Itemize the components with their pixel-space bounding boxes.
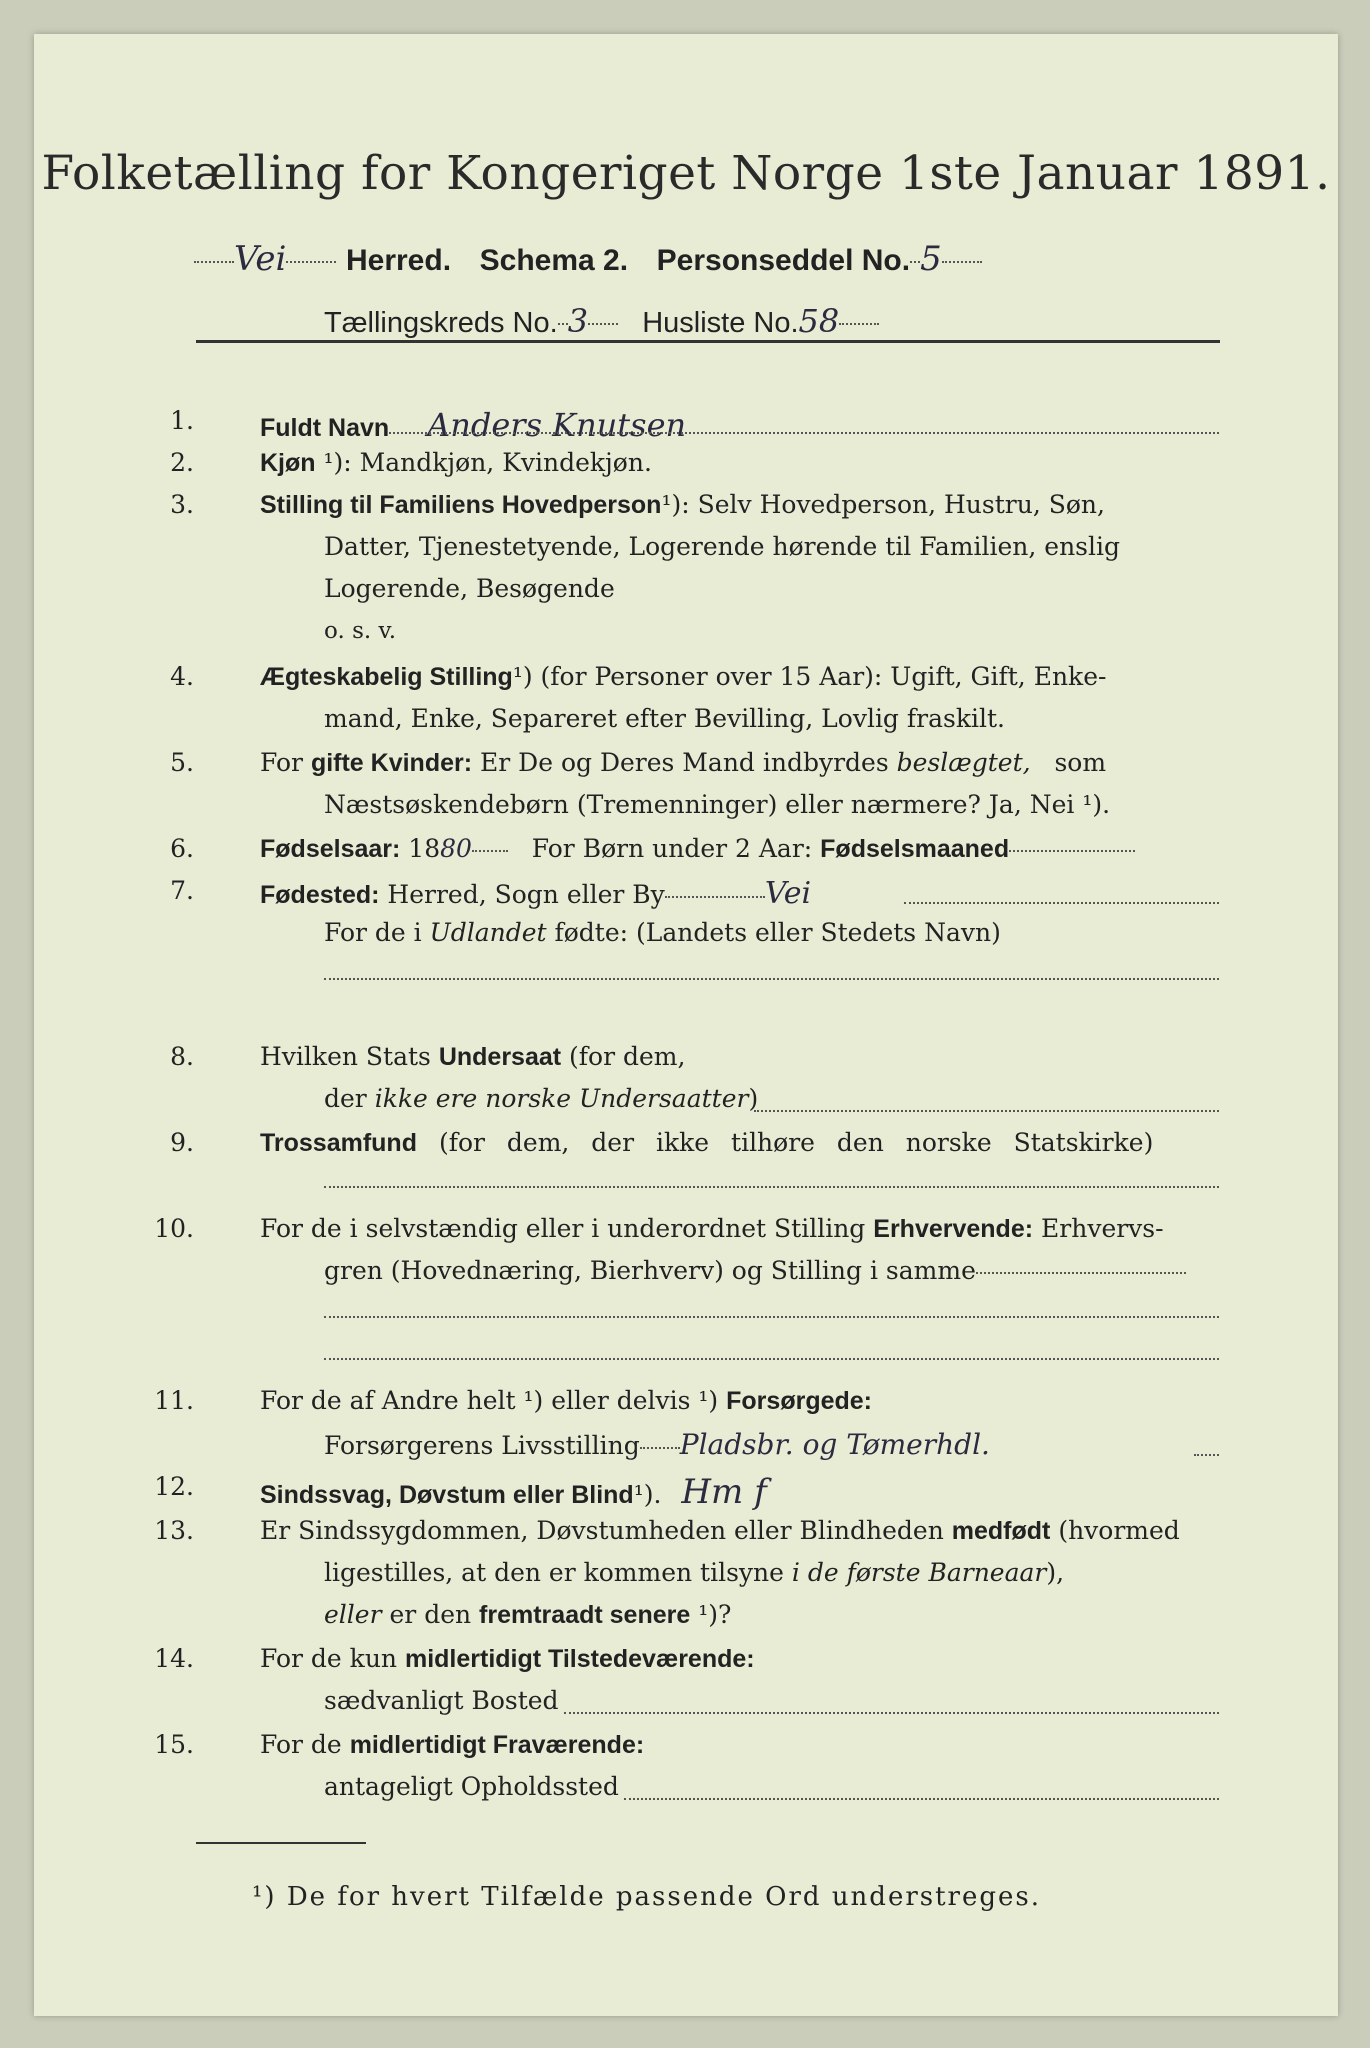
fill-line — [904, 902, 1219, 904]
fill-line — [324, 978, 1219, 980]
field-prefix: Hvilken Stats — [260, 1042, 431, 1071]
field-text-end: ¹)? — [698, 1600, 732, 1629]
field-italic: eller — [324, 1600, 382, 1629]
item-4-line1 — [260, 662, 1106, 692]
kreds-line — [324, 302, 879, 340]
header-rule — [196, 340, 1220, 343]
field-text: For Børn under 2 Aar: — [531, 834, 813, 863]
item-number: 1. — [170, 406, 194, 435]
field-label: Stilling til Familiens Hovedperson — [260, 491, 662, 519]
item-11-line1 — [260, 1386, 872, 1416]
herred-value: Vei — [234, 239, 287, 279]
disability-value: Hm f — [681, 1472, 767, 1512]
field-text: For de i — [324, 918, 422, 947]
field-text: Erhvervs- — [1041, 1214, 1164, 1243]
item-11-line2 — [324, 1428, 990, 1461]
fill-line — [754, 1110, 1219, 1112]
item-1-full-name — [260, 406, 686, 444]
field-label-2: fremtraadt senere — [479, 1601, 691, 1629]
field-text-end: (hvormed — [1058, 1516, 1180, 1545]
item-12-disability — [260, 1472, 767, 1512]
field-label: Ægteskabelig Stilling — [260, 663, 513, 691]
item-number: 13. — [154, 1516, 194, 1545]
item-14-line1 — [260, 1644, 755, 1674]
fill-line — [624, 1798, 1219, 1800]
item-3-line2: Datter, Tjenestetyende, Logerende hørende til Familien, enslig — [324, 532, 1121, 561]
footnote: ¹) De for hvert Tilfælde passende Ord understreges. — [252, 1882, 1042, 1912]
field-options: ¹): Selv Hovedperson, Hustru, Søn, — [661, 490, 1105, 519]
fill-line — [389, 432, 1219, 434]
item-4-line2: mand, Enke, Separeret efter Bevilling, Lovlig fraskilt. — [324, 704, 1005, 733]
field-label-2: Fødselsmaaned — [820, 835, 1010, 863]
birth-year-value: 80 — [440, 834, 472, 863]
field-text: sædvanligt Bosted — [324, 1686, 559, 1715]
husliste-value: 58 — [798, 302, 840, 340]
year-prefix: 18 — [408, 834, 441, 863]
item-8-line1 — [260, 1042, 685, 1072]
item-13-line3 — [324, 1600, 731, 1630]
item-3-line1 — [260, 490, 1105, 520]
field-label: Fødested: — [260, 881, 380, 909]
item-3-line4: o. s. v. — [324, 618, 397, 644]
field-text: fødte: (Landets eller Stedets Navn) — [554, 918, 1001, 947]
item-number: 8. — [170, 1042, 194, 1071]
item-7-line1 — [260, 876, 811, 911]
kreds-value: 3 — [567, 302, 589, 340]
field-label: Sindssvag, Døvstum eller Blind — [260, 1481, 634, 1509]
field-prefix: For de i selvstændig eller i underordnet Stilling — [260, 1214, 866, 1243]
item-number: 9. — [170, 1128, 194, 1157]
footnote-rule — [196, 1842, 366, 1844]
item-5-line1 — [260, 748, 1106, 778]
field-italic: beslægtet, — [896, 748, 1031, 777]
field-text: ligestilles, at den er kommen tilsyne — [324, 1558, 784, 1587]
item-7-line2 — [324, 918, 1001, 947]
field-options: ¹) (for Personer over 15 Aar): Ugift, Gift, Enke- — [512, 662, 1107, 691]
field-text: Herred, Sogn eller By — [387, 880, 665, 909]
item-10-line2 — [324, 1256, 1186, 1285]
form-title: Folketælling for Kongeriget Norge 1ste Januar 1891. — [41, 146, 1331, 201]
item-number: 11. — [154, 1386, 194, 1415]
item-number: 5. — [170, 748, 194, 777]
item-number: 7. — [170, 876, 194, 905]
field-label: midlertidigt Fraværende: — [349, 1731, 645, 1759]
item-8-line2: der ikke ere norske Undersaatter) — [324, 1084, 759, 1113]
herred-line — [194, 239, 982, 279]
field-text: ¹). — [633, 1480, 662, 1509]
field-text: Er De og Deres Mand indbyrdes — [480, 748, 889, 777]
field-prefix: For de kun — [260, 1644, 398, 1673]
field-label: Erhvervende: — [873, 1215, 1034, 1243]
fill-line — [324, 1186, 1219, 1188]
item-13-line1 — [260, 1516, 1180, 1546]
field-text-end: som — [1054, 748, 1107, 777]
census-form — [34, 34, 1338, 2016]
field-text: (for dem, — [569, 1042, 686, 1071]
item-number: 14. — [154, 1644, 194, 1673]
field-label: Kjøn — [260, 449, 316, 477]
fill-line — [564, 1712, 1219, 1714]
item-10-line1 — [260, 1214, 1164, 1244]
kreds-label: Tællingskreds No. — [324, 307, 558, 339]
field-italic: i de første Barneaar — [791, 1558, 1047, 1587]
field-label: Fuldt Navn — [260, 414, 390, 442]
item-number: 2. — [170, 448, 194, 477]
item-number: 15. — [154, 1730, 194, 1759]
item-14-line2 — [324, 1686, 559, 1715]
field-options: ¹): Mandkjøn, Kvindekjøn. — [323, 448, 652, 477]
item-number: 10. — [154, 1214, 194, 1243]
fill-line — [324, 1358, 1219, 1360]
field-text: Er Sindssygdommen, Døvstumheden eller Blindheden — [260, 1516, 944, 1545]
field-label: Undersaat — [438, 1043, 562, 1071]
field-text: Forsørgerens Livsstilling — [324, 1431, 640, 1460]
full-name-value: Anders Knutsen — [427, 406, 687, 444]
item-5-line2: Næstsøskendebørn (Tremenninger) eller nærmere? Ja, Nei ¹). — [324, 790, 1111, 819]
item-15-line1 — [260, 1730, 644, 1760]
fill-line — [1194, 1454, 1219, 1456]
item-6-birth-year — [260, 834, 1135, 864]
personseddel-value: 5 — [920, 239, 942, 279]
item-number: 4. — [170, 662, 194, 691]
personseddel-label: Personseddel No. — [656, 244, 911, 277]
field-label: Forsørgede: — [726, 1387, 872, 1415]
provider-occupation-value: Pladsbr. og Tømerhdl. — [679, 1428, 990, 1461]
field-text: er den — [389, 1600, 472, 1629]
field-prefix: For — [260, 748, 303, 777]
field-italic: ikke ere norske Undersaatter — [374, 1084, 749, 1113]
husliste-label: Husliste No. — [642, 307, 799, 339]
item-number: 6. — [170, 834, 194, 863]
field-label: Trossamfund — [260, 1129, 417, 1157]
birthplace-value: Vei — [764, 876, 812, 911]
field-label: gifte Kvinder: — [310, 749, 473, 777]
fill-line — [324, 1316, 1219, 1318]
item-number: 3. — [170, 490, 194, 519]
field-text: antageligt Opholdssted — [324, 1772, 619, 1801]
item-9-religion — [260, 1128, 1153, 1158]
field-label: midlertidigt Tilstedeværende: — [404, 1645, 755, 1673]
field-prefix: For de af Andre helt ¹) eller delvis ¹) — [260, 1386, 719, 1415]
field-italic: Udlandet — [429, 918, 547, 947]
item-3-line3: Logerende, Besøgende — [324, 574, 615, 603]
field-text: gren (Hovednæring, Bierhverv) og Stilling i samme — [324, 1256, 976, 1285]
field-text: (for dem, der ikke tilhøre den norske Statskirke) — [438, 1128, 1154, 1157]
field-label: Fødselsaar: — [260, 835, 401, 863]
item-15-line2 — [324, 1772, 619, 1801]
herred-label: Herred. — [345, 244, 452, 277]
field-prefix: For de — [260, 1730, 342, 1759]
field-text: der — [324, 1084, 367, 1113]
field-label: medfødt — [951, 1517, 1051, 1545]
item-13-line2: ligestilles, at den er kommen tilsyne i de første Barneaar), — [324, 1558, 1065, 1587]
schema-label: Schema 2. — [479, 244, 629, 277]
item-number: 12. — [154, 1472, 194, 1501]
item-2-gender — [260, 448, 652, 478]
